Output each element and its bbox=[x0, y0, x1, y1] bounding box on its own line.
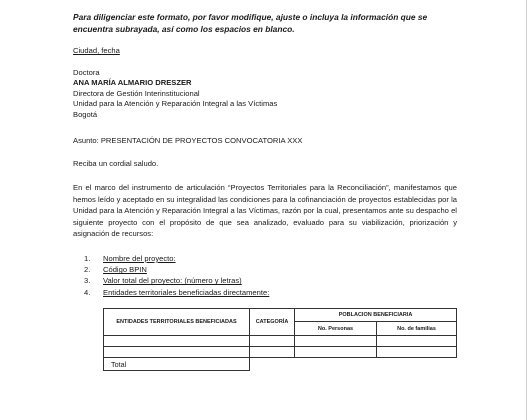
list-item bbox=[84, 287, 269, 298]
list-text: Valor total del proyecto: (número y letras) bbox=[103, 276, 242, 286]
table-row bbox=[104, 347, 457, 358]
list-text: Código BPIN bbox=[103, 265, 147, 275]
list-item bbox=[84, 264, 269, 275]
recipient-organization: Unidad para la Atención y Reparación Integral a las Víctimas bbox=[73, 99, 278, 108]
body-paragraph: En el marco del instrumento de articulación “Proyectos Territoriales para la Reconciliación”, manifestamos que hemos leído y aceptado en su integralidad las condiciones para la cofinanciación de proyectos establecidas por la Unidad para la Atención y Reparación Integral a las Víctimas, razón por la cual, presentamos ante su despacho el siguiente proyecto con el propósito de que sea analizado, evaluado para su viabilización, priorización y asignación de recursos: bbox=[73, 183, 457, 239]
list-item bbox=[84, 253, 269, 264]
table-header-row bbox=[104, 309, 457, 322]
table-cell bbox=[104, 347, 250, 358]
list-text: Nombre del proyecto: bbox=[103, 254, 176, 263]
instructions-note: Para diligenciar este formato, por favor modifique, ajuste o incluya la información que se encuentra subrayada, así como los espacios en blanco. bbox=[73, 12, 428, 34]
recipient-name: ANA MARÍA ALMARIO DRESZER bbox=[73, 78, 192, 87]
table-cell bbox=[250, 358, 295, 371]
list-text: Entidades territoriales beneficiadas directamente: bbox=[103, 287, 270, 297]
recipient-city: Bogotá bbox=[73, 110, 98, 119]
city-date-field: Ciudad, fecha bbox=[73, 46, 120, 55]
list-item bbox=[84, 275, 269, 286]
header-families: No. de familias bbox=[377, 322, 457, 336]
table-cell bbox=[377, 336, 457, 347]
table-cell bbox=[104, 336, 250, 347]
header-population: POBLACION BENEFICIARIA bbox=[295, 309, 457, 322]
table-cell bbox=[250, 347, 295, 358]
recipient-position: Directora de Gestión Interinstitucional bbox=[73, 89, 200, 98]
beneficiaries-table bbox=[103, 308, 457, 371]
header-entities: ENTIDADES TERRITORIALES BENEFICIADAS bbox=[104, 309, 250, 336]
table-cell bbox=[377, 358, 457, 371]
list-number: 1. bbox=[84, 254, 91, 263]
list-number: 3. bbox=[84, 276, 91, 286]
table-cell bbox=[295, 336, 377, 347]
table-cell bbox=[295, 358, 377, 371]
header-persons: No. Personas bbox=[295, 322, 377, 336]
header-category: CATEGORÍA bbox=[250, 309, 295, 336]
subject-line: Asunto: PRESENTACIÓN DE PROYECTOS CONVOCATORIA XXX bbox=[73, 136, 303, 145]
total-label: Total bbox=[104, 358, 250, 371]
list-number: 2. bbox=[84, 265, 91, 275]
list-number: 4. bbox=[84, 287, 91, 297]
greeting: Reciba un cordial saludo. bbox=[73, 159, 159, 168]
table-cell bbox=[377, 347, 457, 358]
project-info-list bbox=[84, 253, 269, 298]
recipient-title: Doctora bbox=[73, 68, 100, 77]
table-total-row bbox=[104, 358, 457, 371]
table-cell bbox=[250, 336, 295, 347]
table-cell bbox=[295, 347, 377, 358]
table-row bbox=[104, 336, 457, 347]
